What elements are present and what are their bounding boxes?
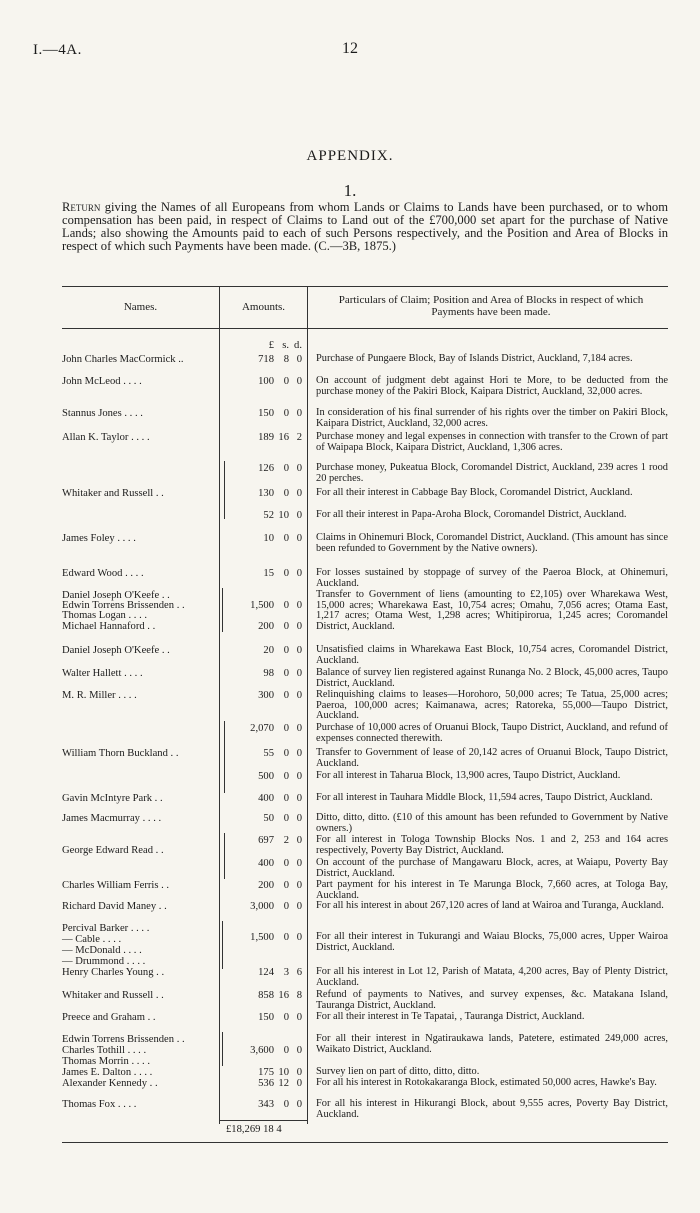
- shillings-value: 0: [283, 600, 289, 611]
- pence-value: 0: [296, 668, 302, 679]
- shillings-value: 10: [278, 510, 289, 521]
- particulars-entry: Part payment for his interest in Te Marunga Block, 7,660 acres, at Tologa Bay, Auckland.: [316, 879, 668, 901]
- particulars-entry: Purchase of Pungaere Block, Bay of Islands District, Auckland, 7,184 acres.: [316, 353, 633, 364]
- pounds-value: 400: [258, 793, 274, 804]
- particulars-entry: In consideration of his final surrender of his rights over the timber on Pakiri Block, Kaipara District, Auckland, 32,000 acres.: [316, 407, 668, 429]
- shillings-value: 2: [283, 835, 289, 846]
- pounds-value: 1,500: [250, 932, 274, 943]
- name-entry: — McDonald . . . .: [62, 945, 142, 956]
- shillings-unit: s.: [282, 340, 289, 351]
- pounds-value: 150: [258, 1012, 274, 1023]
- section-number: 1.: [343, 181, 357, 200]
- document-reference: I.—4A.: [33, 42, 82, 58]
- pounds-value: 858: [258, 990, 274, 1001]
- name-entry: Thomas Logan . . . .: [62, 610, 148, 621]
- brace-mark: [222, 588, 223, 632]
- name-entry: Edwin Torrens Brissenden . .: [62, 600, 185, 611]
- pounds-value: 100: [258, 376, 274, 387]
- pounds-value: 10: [263, 533, 274, 544]
- pence-value: 0: [296, 1045, 302, 1056]
- name-entry: Preece and Graham . .: [62, 1012, 156, 1023]
- name-entry: Alexander Kennedy . .: [62, 1078, 158, 1089]
- pence-value: 0: [296, 723, 302, 734]
- pounds-value: 50: [263, 813, 274, 824]
- pence-value: 0: [296, 1067, 302, 1078]
- shillings-value: 10: [278, 1067, 289, 1078]
- pounds-unit: £: [268, 340, 274, 351]
- pence-value: 0: [296, 600, 302, 611]
- pence-value: 0: [296, 901, 302, 912]
- pence-value: 0: [296, 354, 302, 365]
- pounds-value: 200: [258, 621, 274, 632]
- particulars-entry: Unsatisfied claims in Wharekawa East Block, 10,754 acres, Coromandel District, Auckland.: [316, 644, 668, 666]
- pence-unit: d.: [294, 340, 302, 351]
- brace-mark: [224, 721, 225, 793]
- pence-value: 0: [296, 1012, 302, 1023]
- name-entry: Walter Hallett . . . .: [62, 668, 143, 679]
- name-entry: John McLeod . . . .: [62, 376, 142, 387]
- column-divider-right: [307, 286, 308, 1124]
- shillings-value: 12: [278, 1078, 289, 1089]
- name-entry: Thomas Morrin . . . .: [62, 1056, 150, 1067]
- shillings-value: 0: [283, 1012, 289, 1023]
- name-entry: George Edward Read . .: [62, 845, 164, 856]
- pounds-value: 1,500: [250, 600, 274, 611]
- particulars-entry: Purchase money and legal expenses in connection with transfer to the Crown of part of Waipapa Block, Kaipara District, Auckland, 1,306 acres.: [316, 431, 668, 453]
- shillings-value: 0: [283, 723, 289, 734]
- pence-value: 0: [296, 835, 302, 846]
- pence-value: 8: [296, 990, 302, 1001]
- particulars-entry: For all their interest in Ngatiraukawa lands, Patetere, estimated 249,000 acres, Waikato District, Auckland.: [316, 1033, 668, 1055]
- name-entry: James E. Dalton . . . .: [62, 1067, 153, 1078]
- brace-mark: [224, 461, 225, 519]
- shillings-value: 0: [283, 568, 289, 579]
- pounds-value: 124: [258, 967, 274, 978]
- table-bottom-rule: [62, 1142, 668, 1143]
- particulars-entry: Transfer to Government of lease of 20,142 acres of Oruanui Block, Taupo District, Auckland.: [316, 747, 668, 769]
- pence-value: 0: [296, 488, 302, 499]
- particulars-entry: For all their interest in Papa-Aroha Block, Coromandel District, Auckland.: [316, 509, 627, 520]
- pence-value: 0: [296, 858, 302, 869]
- particulars-entry: Refund of payments to Natives, and survey expenses, &c. Matakana Island, Tauranga District, Auckland.: [316, 989, 668, 1011]
- particulars-entry: Survey lien on part of ditto, ditto, ditto.: [316, 1066, 480, 1077]
- total-value: £18,269 18 4: [226, 1124, 282, 1135]
- pence-value: 0: [296, 813, 302, 824]
- pence-value: 0: [296, 408, 302, 419]
- shillings-value: 0: [283, 1099, 289, 1110]
- pence-value: 0: [296, 621, 302, 632]
- shillings-value: 0: [283, 858, 289, 869]
- shillings-value: 0: [283, 376, 289, 387]
- appendix-title: APPENDIX.: [306, 148, 394, 164]
- shillings-value: 0: [283, 488, 289, 499]
- pence-value: 0: [296, 748, 302, 759]
- shillings-value: 8: [283, 354, 289, 365]
- name-entry: Percival Barker . . . .: [62, 923, 150, 934]
- pence-value: 0: [296, 793, 302, 804]
- particulars-entry: Ditto, ditto, ditto. (£10 of this amount has been refunded to Government by Native owners.): [316, 812, 668, 834]
- pounds-value: 20: [263, 645, 274, 656]
- pounds-value: 500: [258, 771, 274, 782]
- particulars-entry: Purchase money, Pukeatua Block, Coromandel District, Auckland, 239 acres 1 rood 20 perches.: [316, 462, 668, 484]
- pounds-value: 98: [263, 668, 274, 679]
- pounds-value: 697: [258, 835, 274, 846]
- shillings-value: 0: [283, 1045, 289, 1056]
- total-top-rule: [219, 1120, 307, 1121]
- name-entry: Charles Tothill . . . .: [62, 1045, 147, 1056]
- name-entry: Whitaker and Russell . .: [62, 488, 164, 499]
- brace-mark: [224, 833, 225, 879]
- particulars-entry: For all their interest in Cabbage Bay Block, Coromandel District, Auckland.: [316, 487, 633, 498]
- pounds-value: 3,000: [250, 901, 274, 912]
- shillings-value: 0: [283, 793, 289, 804]
- particulars-entry: For all their interest in Te Tapatai, , Tauranga District, Auckland.: [316, 1011, 585, 1022]
- name-entry: James Macmurray . . . .: [62, 813, 162, 824]
- particulars-entry: For losses sustained by stoppage of survey of the Paeroa Block, at Ohinemuri, Auckland.: [316, 567, 668, 589]
- shillings-value: 16: [278, 432, 289, 443]
- shillings-value: 0: [283, 533, 289, 544]
- particulars-entry: For all interest in Tauhara Middle Block, 11,594 acres, Taupo District, Auckland.: [316, 792, 653, 803]
- pounds-value: 175: [258, 1067, 274, 1078]
- particulars-entry: Balance of survey lien registered against Runanga No. 2 Block, 45,000 acres, Taupo District, Auckland.: [316, 667, 668, 689]
- shillings-value: 0: [283, 932, 289, 943]
- table-header-rule: [62, 328, 668, 329]
- column-header-particulars: Particulars of Claim; Position and Area of Blocks in respect of which Payments have been made.: [338, 294, 644, 318]
- return-label: Return: [62, 200, 101, 214]
- pounds-value: 189: [258, 432, 274, 443]
- name-entry: Allan K. Taylor . . . .: [62, 432, 150, 443]
- particulars-entry: For all his interest in Rotokakaranga Block, estimated 50,000 acres, Hawke's Bay.: [316, 1077, 657, 1088]
- pence-value: 0: [296, 463, 302, 474]
- pounds-value: 52: [263, 510, 274, 521]
- name-entry: — Cable . . . .: [62, 934, 122, 945]
- pence-value: 0: [296, 880, 302, 891]
- pounds-value: 150: [258, 408, 274, 419]
- particulars-entry: On account of the purchase of Mangawaru Block, acres, at Waiapu, Poverty Bay District, Auckland.: [316, 857, 668, 879]
- pence-value: 0: [296, 645, 302, 656]
- name-entry: Thomas Fox . . . .: [62, 1099, 137, 1110]
- shillings-value: 0: [283, 668, 289, 679]
- pounds-value: 15: [263, 568, 274, 579]
- pounds-value: 300: [258, 690, 274, 701]
- pence-value: 0: [296, 1099, 302, 1110]
- shillings-value: 0: [283, 690, 289, 701]
- shillings-value: 16: [278, 990, 289, 1001]
- pounds-value: 343: [258, 1099, 274, 1110]
- column-header-names: Names.: [123, 301, 158, 313]
- shillings-value: 0: [283, 813, 289, 824]
- pence-value: 0: [296, 376, 302, 387]
- return-text: giving the Names of all Europeans from whom Lands or Claims to Lands have been purchased, or to whom compensation has been paid, in respect of Claims to Land out of the £700,000 set apart for the purchase of Native Lands; also showing the Amounts paid to each of such Persons respectively, and the Position and Area of Blocks in respect of which such Payments have been made. (C.—3B, 1875.): [62, 200, 668, 254]
- shillings-value: 0: [283, 748, 289, 759]
- name-entry: Stannus Jones . . . .: [62, 408, 143, 419]
- table-top-rule: [62, 286, 668, 287]
- name-entry: Gavin McIntyre Park . .: [62, 793, 163, 804]
- name-entry: Daniel Joseph O'Keefe . .: [62, 645, 170, 656]
- particulars-entry: For all their interest in Tukurangi and Waiau Blocks, 75,000 acres, Upper Wairoa District, Auckland.: [316, 931, 668, 953]
- pounds-value: 55: [263, 748, 274, 759]
- brace-mark: [222, 921, 223, 969]
- name-entry: Edward Wood . . . .: [62, 568, 144, 579]
- shillings-value: 0: [283, 645, 289, 656]
- return-description: [62, 201, 668, 253]
- pence-value: 6: [296, 967, 302, 978]
- shillings-value: 3: [283, 967, 289, 978]
- pence-value: 0: [296, 568, 302, 579]
- page-number: 12: [342, 40, 358, 57]
- pence-value: 0: [296, 932, 302, 943]
- pence-value: 0: [296, 510, 302, 521]
- name-entry: Michael Hannaford . .: [62, 621, 156, 632]
- particulars-entry: Transfer to Government of liens (amounting to £2,105) over Wharekawa West, 15,000 acres; Wharekawa East, 10,754 acres; Omahu, 7,056 acres; Otama East, 1,217 acres; Otama West, 1,298 acres; Whitipirorua, 1,245 acres; Coromandel District, Auckland.: [316, 589, 668, 632]
- name-entry: John Charles MacCormick ..: [62, 354, 184, 365]
- particulars-entry: For all interest in Taharua Block, 13,900 acres, Taupo District, Auckland.: [316, 770, 621, 781]
- pounds-value: 536: [258, 1078, 274, 1089]
- shillings-value: 0: [283, 880, 289, 891]
- shillings-value: 0: [283, 901, 289, 912]
- particulars-entry: For all interest in Tologa Township Blocks Nos. 1 and 2, 253 and 164 acres respectively, Poverty Bay District, Auckland.: [316, 834, 668, 856]
- pounds-value: 2,070: [250, 723, 274, 734]
- brace-mark: [222, 1032, 223, 1066]
- particulars-entry: On account of judgment debt against Hori te More, to be deducted from the purchase money of the Pakiri Block, Kaipara District, Auckland, 32,000 acres.: [316, 375, 668, 397]
- pence-value: 0: [296, 533, 302, 544]
- pounds-value: 718: [258, 354, 274, 365]
- pounds-value: 130: [258, 488, 274, 499]
- pence-value: 0: [296, 1078, 302, 1089]
- column-header-amounts: Amounts.: [241, 301, 286, 313]
- shillings-value: 0: [283, 463, 289, 474]
- name-entry: Whitaker and Russell . .: [62, 990, 164, 1001]
- pounds-value: 400: [258, 858, 274, 869]
- particulars-entry: For all his interest in about 267,120 acres of land at Wairoa and Turanga, Auckland.: [316, 900, 664, 911]
- pounds-value: 200: [258, 880, 274, 891]
- shillings-value: 0: [283, 621, 289, 632]
- pence-value: 0: [296, 690, 302, 701]
- pence-value: 0: [296, 771, 302, 782]
- name-entry: — Drummond . . . .: [62, 956, 146, 967]
- name-entry: Daniel Joseph O'Keefe . .: [62, 590, 170, 601]
- name-entry: Charles William Ferris . .: [62, 880, 170, 891]
- pounds-value: 126: [258, 463, 274, 474]
- name-entry: James Foley . . . .: [62, 533, 136, 544]
- pence-value: 2: [296, 432, 302, 443]
- shillings-value: 0: [283, 408, 289, 419]
- particulars-entry: For all his interest in Hikurangi Block, about 9,555 acres, Poverty Bay District, Auckland.: [316, 1098, 668, 1120]
- particulars-entry: Purchase of 10,000 acres of Oruanui Block, Taupo District, Auckland, and refund of expenses connected therewith.: [316, 722, 668, 744]
- particulars-entry: Claims in Ohinemuri Block, Coromandel District, Auckland. (This amount has since been refunded to Government by the Native owners).: [316, 532, 668, 554]
- particulars-entry: Relinquishing claims to leases—Horohoro, 50,000 acres; Te Tatua, 25,000 acres; Paeroa, 100,000 acres; Kaimanawa, acres; Ratoreka, 55,000—Taupo District, Auckland.: [316, 689, 668, 722]
- shillings-value: 0: [283, 771, 289, 782]
- particulars-entry: For all his interest in Lot 12, Parish of Matata, 4,200 acres, Bay of Plenty District, Auckland.: [316, 966, 668, 988]
- name-entry: M. R. Miller . . . .: [62, 690, 137, 701]
- name-entry: Richard David Maney . .: [62, 901, 167, 912]
- pounds-value: 3,600: [250, 1045, 274, 1056]
- name-entry: Henry Charles Young . .: [62, 967, 165, 978]
- name-entry: William Thorn Buckland . .: [62, 748, 179, 759]
- name-entry: Edwin Torrens Brissenden . .: [62, 1034, 185, 1045]
